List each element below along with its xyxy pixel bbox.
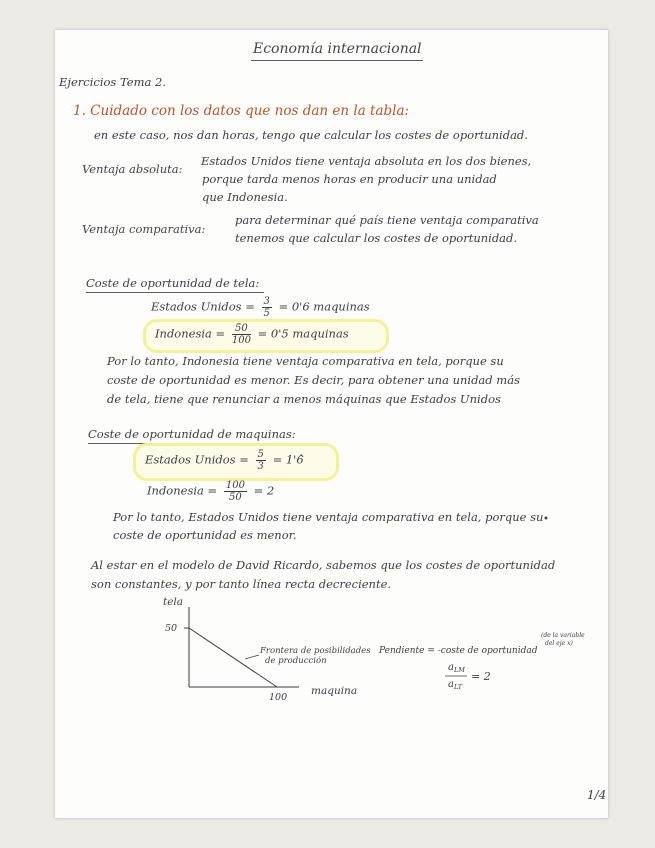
page-number: 1/4 <box>587 788 607 802</box>
machine-indonesia-fraction <box>224 480 247 503</box>
section1-heading: 1. Cuidado con los datos que nos dan en la tabla: <box>73 103 410 119</box>
machine-usa-row <box>145 449 304 472</box>
stray-dot: • <box>543 514 549 525</box>
machine-indonesia-numerator: 100 <box>225 480 245 491</box>
page-title: Economía internacional <box>253 41 422 57</box>
absolute-advantage-line3: que Indonesia. <box>202 190 288 204</box>
y-axis-label: tela <box>163 596 184 608</box>
cloth-indonesia-result: = 0'5 maquinas <box>257 326 349 341</box>
machine-usa-numerator: 5 <box>257 449 264 460</box>
slope-numerator: $a_{LM}$ <box>448 662 465 674</box>
absolute-advantage-label: Ventaja absoluta: <box>82 162 183 176</box>
cloth-usa-label: Estados Unidos = <box>151 299 255 314</box>
slope-label: Pendiente = -coste de oportunidad <box>379 646 538 656</box>
machine-usa-fraction <box>256 449 266 472</box>
exercise-heading: Ejercicios Tema 2. <box>59 75 166 89</box>
machine-usa-label: Estados Unidos = <box>145 452 249 467</box>
comparative-advantage-line2: tenemos que calcular los costes de oportunidad. <box>235 231 518 245</box>
machine-conclusion-line1: Por lo tanto, Estados Unidos tiene ventaja comparativa en tela, porque su <box>113 510 544 524</box>
frontier-line <box>189 628 277 687</box>
machine-usa-result: = 1'6̂ <box>272 452 304 467</box>
absolute-advantage-line1: Estados Unidos tiene ventaja absoluta en los dos bienes, <box>201 154 532 168</box>
cloth-conclusion-line1: Por lo tanto, Indonesia tiene ventaja comparativa en tela, porque su <box>107 354 504 368</box>
frontier-pointer <box>245 655 259 659</box>
cloth-usa-denominator: 5 <box>263 308 270 319</box>
x-tick-label: 100 <box>269 692 288 703</box>
machine-indonesia-row <box>147 480 274 503</box>
y-tick-label: 50 <box>165 623 178 634</box>
x-axis-label: maquina <box>311 685 358 697</box>
cloth-indonesia-numerator: 50 <box>232 323 251 335</box>
ppf-graph <box>55 595 608 725</box>
cloth-indonesia-row <box>155 323 349 346</box>
machine-indonesia-result: = 2 <box>253 483 275 498</box>
machine-indonesia-denominator: 50 <box>229 492 242 503</box>
slope-result: = 2 <box>471 670 491 683</box>
machine-usa-denominator: 3 <box>257 461 264 472</box>
cloth-indonesia-label: Indonesia = <box>155 326 226 341</box>
cloth-usa-result: = 0'6 maquinas <box>278 299 370 314</box>
comparative-advantage-label: Ventaja comparativa: <box>82 222 206 236</box>
cloth-indonesia-denominator: 100 <box>231 335 251 346</box>
cloth-usa-numerator: 3 <box>263 296 270 307</box>
cloth-conclusion-line3: de tela, tiene que renunciar a menos máquinas que Estados Unidos <box>107 392 501 406</box>
machine-conclusion-line2: coste de oportunidad es menor. <box>113 528 297 542</box>
title-underline <box>251 60 423 61</box>
cloth-usa-row <box>151 296 370 319</box>
section1-intro: en este caso, nos dan horas, tengo que calcular los costes de oportunidad. <box>94 128 528 142</box>
ricardo-line1: Al estar en el modelo de David Ricardo, sabemos que los costes de oportunidad <box>91 558 556 572</box>
comparative-advantage-line1: para determinar qué país tiene ventaja comparativa <box>235 213 539 227</box>
ricardo-line2: son constantes, y por tanto línea recta decreciente. <box>91 577 392 591</box>
machine-cost-heading: Coste de oportunidad de maquinas: <box>88 427 296 441</box>
machine-indonesia-label: Indonesia = <box>147 483 218 498</box>
cloth-indonesia-fraction <box>232 323 251 346</box>
slope-note-line1: (de la variable <box>541 632 585 639</box>
slope-note-line2: del eje x) <box>545 640 573 647</box>
cloth-cost-heading: Coste de oportunidad de tela: <box>86 276 260 290</box>
cloth-conclusion-line2: coste de oportunidad es menor. Es decir, para obtener una unidad más <box>107 373 520 387</box>
absolute-advantage-line2: porque tarda menos horas en producir una unidad <box>202 172 497 186</box>
frontier-label-line1: Frontera de posibilidades <box>260 646 371 656</box>
slope-denominator: $a_{LT}$ <box>448 679 463 691</box>
notebook-page <box>55 30 608 818</box>
cloth-cost-underline <box>86 292 264 293</box>
frontier-label-line2: de producción <box>265 656 327 666</box>
cloth-usa-fraction <box>262 296 272 319</box>
